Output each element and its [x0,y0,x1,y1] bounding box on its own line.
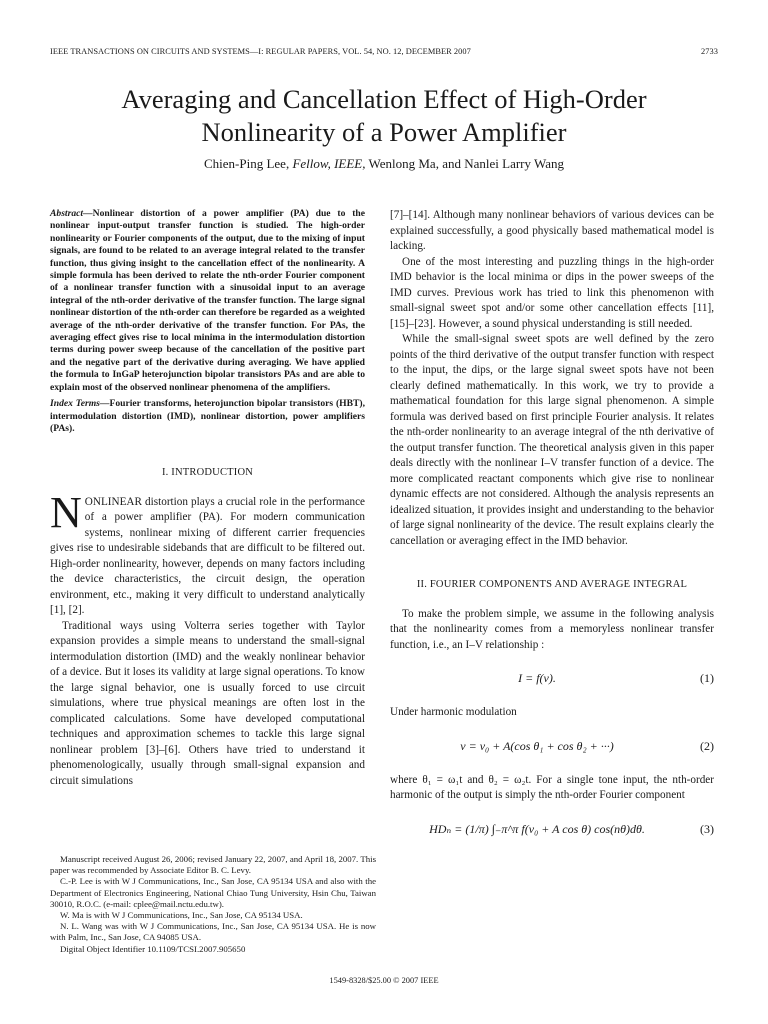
running-header [50,47,718,61]
author-1-grade: Fellow, IEEE, [292,156,366,171]
right-paragraph-4: Under harmonic modulation [390,706,517,718]
author-1: Chien-Ping Lee, [203,156,290,171]
section-heading-introduction: I. INTRODUCTION [161,467,254,479]
equation-1-text: I = f(v). [518,671,556,685]
equation-2-number: (2) [700,738,714,753]
drop-cap: N [50,487,82,537]
equation-1-number: (1) [700,671,714,685]
title-line-1: Averaging and Cancellation Effect of High-Order [121,84,647,114]
equation-2 [390,731,714,763]
footnotes [50,854,376,955]
index-terms [50,398,365,435]
intro-paragraph-1-text: ONLINEAR distortion plays a crucial role in the performance of a power amplifier (PA). For modern communication systems, nonlinear mixing of different carrier frequencies gives rise to undesirable sidebands that are difficult to be filtered out. High-order nonlinearity, however, depends on many factors including the device characteristics, the circuit design, the operation environment, etc., making it very difficult to understand analytically [1], [2]. [50,495,365,617]
author-list [40,156,728,172]
right-paragraph-3: To make the problem simple, we assume in the following analysis that the nonlinearity comes from a memoryless nonlinear transfer function, i.e., an I–V relationship : [390,607,714,651]
footnote-manuscript: Manuscript received August 26, 2006; revised January 22, 2007, and April 18, 2007. This paper was recommended by Associate Editor B. C. Levy. [50,854,376,876]
right-paragraph-5: where θ₁ = ω₁t and θ₂ = ω₂t. For a single tone input, the nth-order harmonic of the output is simply the nth-order Fourier component [390,773,714,801]
journal-name: IEEE TRANSACTIONS ON CIRCUITS AND SYSTEMS—I: REGULAR PAPERS, VOL. 54, NO. 12, DECEMBER 2007 [50,47,471,56]
right-column [390,208,714,856]
right-paragraph-1: One of the most interesting and puzzling things in the high-order IMD behavior is the local minima or dips in the power sweeps of the IMD curves. Previous work has tried to link this phenomenon with small-signal sweet spot and/or some other cancellation effects [11], [15]–[23]. However, a sound physical understanding is still needed. [390,255,714,330]
left-column [50,208,365,789]
title-line-2: Nonlinearity of a Power Amplifier [201,117,567,147]
footnote-author-3: N. L. Wang was with W J Communications, Inc., San Jose, CA 95134 USA. He is now with Palm, Inc., San Jose, CA 94085 USA. [50,921,376,943]
footnote-doi: Digital Object Identifier 10.1109/TCSI.2007.905650 [60,943,246,954]
abstract-lead: Abstract— [50,208,93,219]
equation-3-text: HDₙ = (1/π) ∫₋π^π f(v₀ + A cos θ) cos(nθ)dθ. [429,821,645,836]
footnote-author-1: C.-P. Lee is with W J Communications, Inc., San Jose, CA 95134 USA and also with the Department of Electronics Engineering, National Chiao Tung University, Hsin Chu, Taiwan 30010, R.O.C. (e-mail: cplee@mail.nctu.edu.tw). [50,876,376,909]
equation-3 [390,814,714,846]
equation-3-number: (3) [700,821,714,836]
intro-paragraph-1 [50,487,365,619]
intro-paragraph-2: Traditional ways using Volterra series together with Taylor expansion provides a simple means to understand the small-signal intermodulation distortion (IMD) and the weakly nonlinear behavior of a device. But it loses its validity at large signal operations. To know the large signal behavior, one is usually forced to use circuit simulations, where true physical meanings are often lost in the complicated calculations. Some have developed computational techniques and approximation schemes to tackle this large signal nonlinear problem [3]–[6]. Others have tried to understand it phenomenologically, usually through small-signal expansion and circuit simulations [50,619,365,787]
footnote-author-2: W. Ma is with W J Communications, Inc., San Jose, CA 95134 USA. [60,910,303,921]
equation-2-text: v = v₀ + A(cos θ₁ + cos θ₂ + ···) [460,738,614,753]
equation-1 [390,663,714,695]
other-authors: Wenlong Ma, and Nanlei Larry Wang [368,156,565,171]
index-terms-text: Fourier transforms, heterojunction bipolar transistors (HBT), intermodulation distortion (IMD), nonlinear distortion, power amplifiers (PAs). [50,398,365,434]
copyright-footer: 1549-8328/$25.00 © 2007 IEEE [329,976,439,985]
abstract-text: Nonlinear distortion of a power amplifier (PA) due to the nonlinear input-output transfer function is studied. The high-order nonlinearity or Fourier components of the output, due to the mixing of input signals, are found to be related to an average integral related to the transfer function, thus giving insight to the cancellation effect of the nonlinearity. A simple formula has been derived to relate the nth-order Fourier component of a nonlinear transfer function with a sinusoidal input to an average integral of the nth-order derivative of the transfer function. The large signal nonlinear distortion of the nth-order can therefore be regarded as a weighted average of the nth-order derivative of the transfer function. For PAs, the averaging effect gives rise to local minima in the intermodulation distortion terms during power sweep because of the cancellation of the positive part and the negative part of the derivative during averaging. We have applied the formula to InGaP heterojunction bipolar transistors PAs and are able to explain most of the observed nonlinear phenomena of the amplifiers. [50,208,365,393]
section-heading-fourier: II. FOURIER COMPONENTS AND AVERAGE INTEGRAL [416,579,688,590]
abstract [50,208,365,394]
page-number: 2733 [701,47,718,56]
right-paragraph-2: While the small-signal sweet spots are well defined by the zero points of the third derivative of the output transfer function with respect to the input, the dips, or the large signal sweet spots have not been clearly defined mathematically. In this work, we try to provide a mathematical foundation for this large signal phenomenon. A simple formula was derived based on first principle Fourier analysis. It relates the nth-order nonlinearity to an average integral of the nth derivative of the output transfer function. The theoretical analysis given in this paper deals directly with the nonlinear I–V transfer function of a device. The more complicated reactant components which give rise to nonlinear dynamic effects are not considered. Although the analysis represents an idealized situation, it provides insight and understanding to the behavior of large signal nonlinearity of the device. The result explains clearly the cancellation or averaging effect in the IMD behavior. [390,333,714,547]
index-terms-lead: Index Terms— [50,398,110,410]
right-paragraph-0: [7]–[14]. Although many nonlinear behaviors of various devices can be explained successfully, a good physically based mathematical model is lacking. [390,209,714,252]
paper-title [40,83,728,149]
